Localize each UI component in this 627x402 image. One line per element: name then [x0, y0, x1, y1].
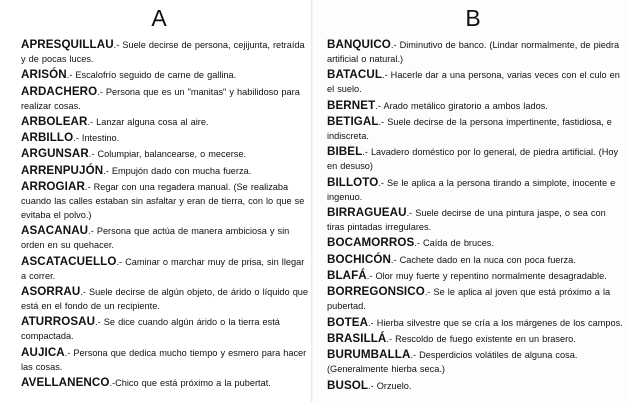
entry-definition: .- Regar con una regadera manual. (Se realizaba cuando las calles estaban sin asfaltar y eran de tierra, con lo que se evitaba el polvo.) [21, 182, 305, 221]
glossary-entry [21, 85, 309, 113]
entry-definition: .- Empujón dado con mucha fuerza. [103, 165, 252, 176]
entry-term: ARRENPUJÓN [21, 163, 104, 177]
glossary-entry [327, 206, 623, 234]
glossary-entry [327, 348, 623, 376]
left-page [0, 0, 313, 402]
right-page [313, 0, 627, 402]
glossary-entry [21, 38, 309, 66]
entry-definition: .- Caída de bruces. [414, 238, 494, 249]
section-letter-b: B [465, 5, 481, 31]
entry-definition: .- Caminar o marchar muy de prisa, sin llegar a correr. [21, 256, 305, 281]
glossary-entry [21, 147, 309, 161]
entry-definition: .- Se dice cuando algún árido o la tierra está compactada. [21, 317, 280, 342]
entry-definition: .- Olor muy fuerte y repentino normalmente desagradable. [366, 271, 607, 282]
glossary-entry [327, 145, 623, 173]
glossary-entry [327, 269, 623, 283]
glossary-entry [327, 38, 623, 66]
entry-term: BOTEA [327, 315, 369, 329]
entry-term: BOCAMORROS [327, 236, 415, 250]
entry-term: BRASILLÁ [327, 332, 387, 346]
entry-term: BERNET [327, 98, 376, 112]
glossary-entry [21, 315, 309, 343]
entry-definition: .- Suele decirse de algún objeto, de árido o líquido que está en el fondo de un recipiente. [21, 286, 309, 311]
entry-definition: .- Arado metálico giratorio a ambos lados. [375, 100, 548, 111]
entry-definition: .- Hierba silvestre que se cría a los márgenes de los campos. [368, 317, 623, 328]
entry-definition: .- Suele decirse de una pintura jaspe, o sea con tiras pintadas irregulares. [327, 208, 606, 233]
entry-term: ARBILLO [21, 131, 74, 145]
entry-definition: .- Diminutivo de banco. (Lindar normalmente, de piedra artificial o natural.) [327, 40, 620, 64]
entry-term: BIRRAGUEAU [327, 206, 407, 220]
glossary-entry [327, 115, 623, 143]
entry-definition: .- Cachete dado en la nuca con poca fuerza. [390, 254, 576, 265]
entry-term: ASACANAU [21, 224, 89, 238]
entry-definition: .-Chico que está próximo a la pubertat. [109, 377, 271, 388]
right-entry-list [327, 38, 623, 393]
entry-definition: .- Suele decirse de la persona impertinente, fastidiosa, e indiscreta. [327, 117, 612, 142]
glossary-entry [327, 379, 623, 393]
entry-term: ARDACHERO [21, 84, 98, 98]
glossary-entry [21, 255, 309, 283]
entry-definition: .- Persona que actúa de manera ambiciosa y sin orden en su quehacer. [21, 226, 290, 251]
entry-definition: .- Persona que dedica mucho tiempo y esmero para hacer las cosas. [21, 347, 307, 372]
entry-term: ATURROSAU [21, 315, 96, 329]
entry-definition: .- Suele decirse de persona, cejijunta, retraída y de pocas luces. [21, 40, 305, 64]
entry-term: BORREGONSICO [327, 285, 425, 299]
glossary-entry [327, 68, 623, 96]
entry-term: BOCHICÓN [327, 252, 391, 266]
glossary-entry [327, 285, 623, 313]
glossary-entry [327, 176, 623, 204]
glossary-entry [21, 376, 309, 390]
entry-definition: .- Rescoldo de fuego existente en un brasero. [386, 334, 576, 345]
entry-definition: .- Escalofrío seguido de carne de gallina. [66, 70, 237, 81]
entry-term: AUJICA [21, 345, 65, 359]
entry-definition: .- Persona que es un "manitas" y habilidoso para realizar cosas. [21, 86, 300, 111]
glossary-entry [21, 346, 309, 374]
entry-term: ARBOLEAR [21, 114, 88, 128]
entry-definition: .- Lanzar alguna cosa al aire. [87, 116, 209, 127]
entry-term: BIBEL [327, 145, 363, 159]
entry-term: APRESQUILLAU [21, 38, 114, 51]
entry-term: BUSOL [327, 378, 369, 392]
entry-term: ASCATACUELLO [21, 254, 117, 268]
entry-definition: .- Hacerle dar a una persona, varias veces con el culo en el suelo. [327, 70, 620, 95]
entry-term: BILLOTO [327, 175, 379, 189]
entry-term: BETIGAL [327, 115, 379, 129]
glossary-entry [327, 332, 623, 346]
left-entry-list [21, 38, 309, 390]
glossary-entry [327, 316, 623, 330]
entry-definition: .- Lavadero doméstico por lo general, de piedra artificial. (Hoy en desuso) [327, 147, 619, 172]
entry-definition: .- Columpiar, balancearse, o mecerse. [88, 149, 247, 160]
glossary-entry [21, 115, 309, 129]
entry-definition: .- Intestino. [73, 133, 120, 144]
entry-term: ARROGIAR [21, 180, 85, 194]
glossary-entry [327, 99, 623, 113]
glossary-entry [21, 180, 309, 222]
glossary-entry [327, 253, 623, 267]
entry-definition: .- Se le aplica a la persona tirando a simplote, inocente e ingenuo. [327, 177, 616, 202]
glossary-entry [21, 224, 309, 252]
entry-definition: .- Orzuelo. [368, 380, 412, 391]
entry-definition: .- Se le aplica al joven que está próximo a la pubertad. [327, 287, 611, 312]
glossary-entry [21, 285, 309, 313]
entry-term: ARGUNSAR [21, 147, 89, 161]
entry-term: AVELLANENCO [21, 375, 110, 389]
glossary-entry [21, 131, 309, 145]
section-letter-a: A [151, 5, 167, 31]
entry-term: BATACUL [327, 68, 383, 82]
glossary-entry [327, 236, 623, 250]
entry-term: ARISÓN [21, 68, 67, 82]
glossary-entry [21, 164, 309, 178]
entry-term: ASORRAU [21, 284, 81, 298]
entry-term: BANQUICO [327, 38, 391, 51]
entry-term: BURUMBALLA [327, 348, 411, 362]
entry-definition: .- Desperdicios volátiles de alguna cosa. (Generalmente hierba seca.) [327, 350, 578, 375]
entry-term: BLAFÁ [327, 269, 367, 283]
glossary-entry [21, 68, 309, 82]
